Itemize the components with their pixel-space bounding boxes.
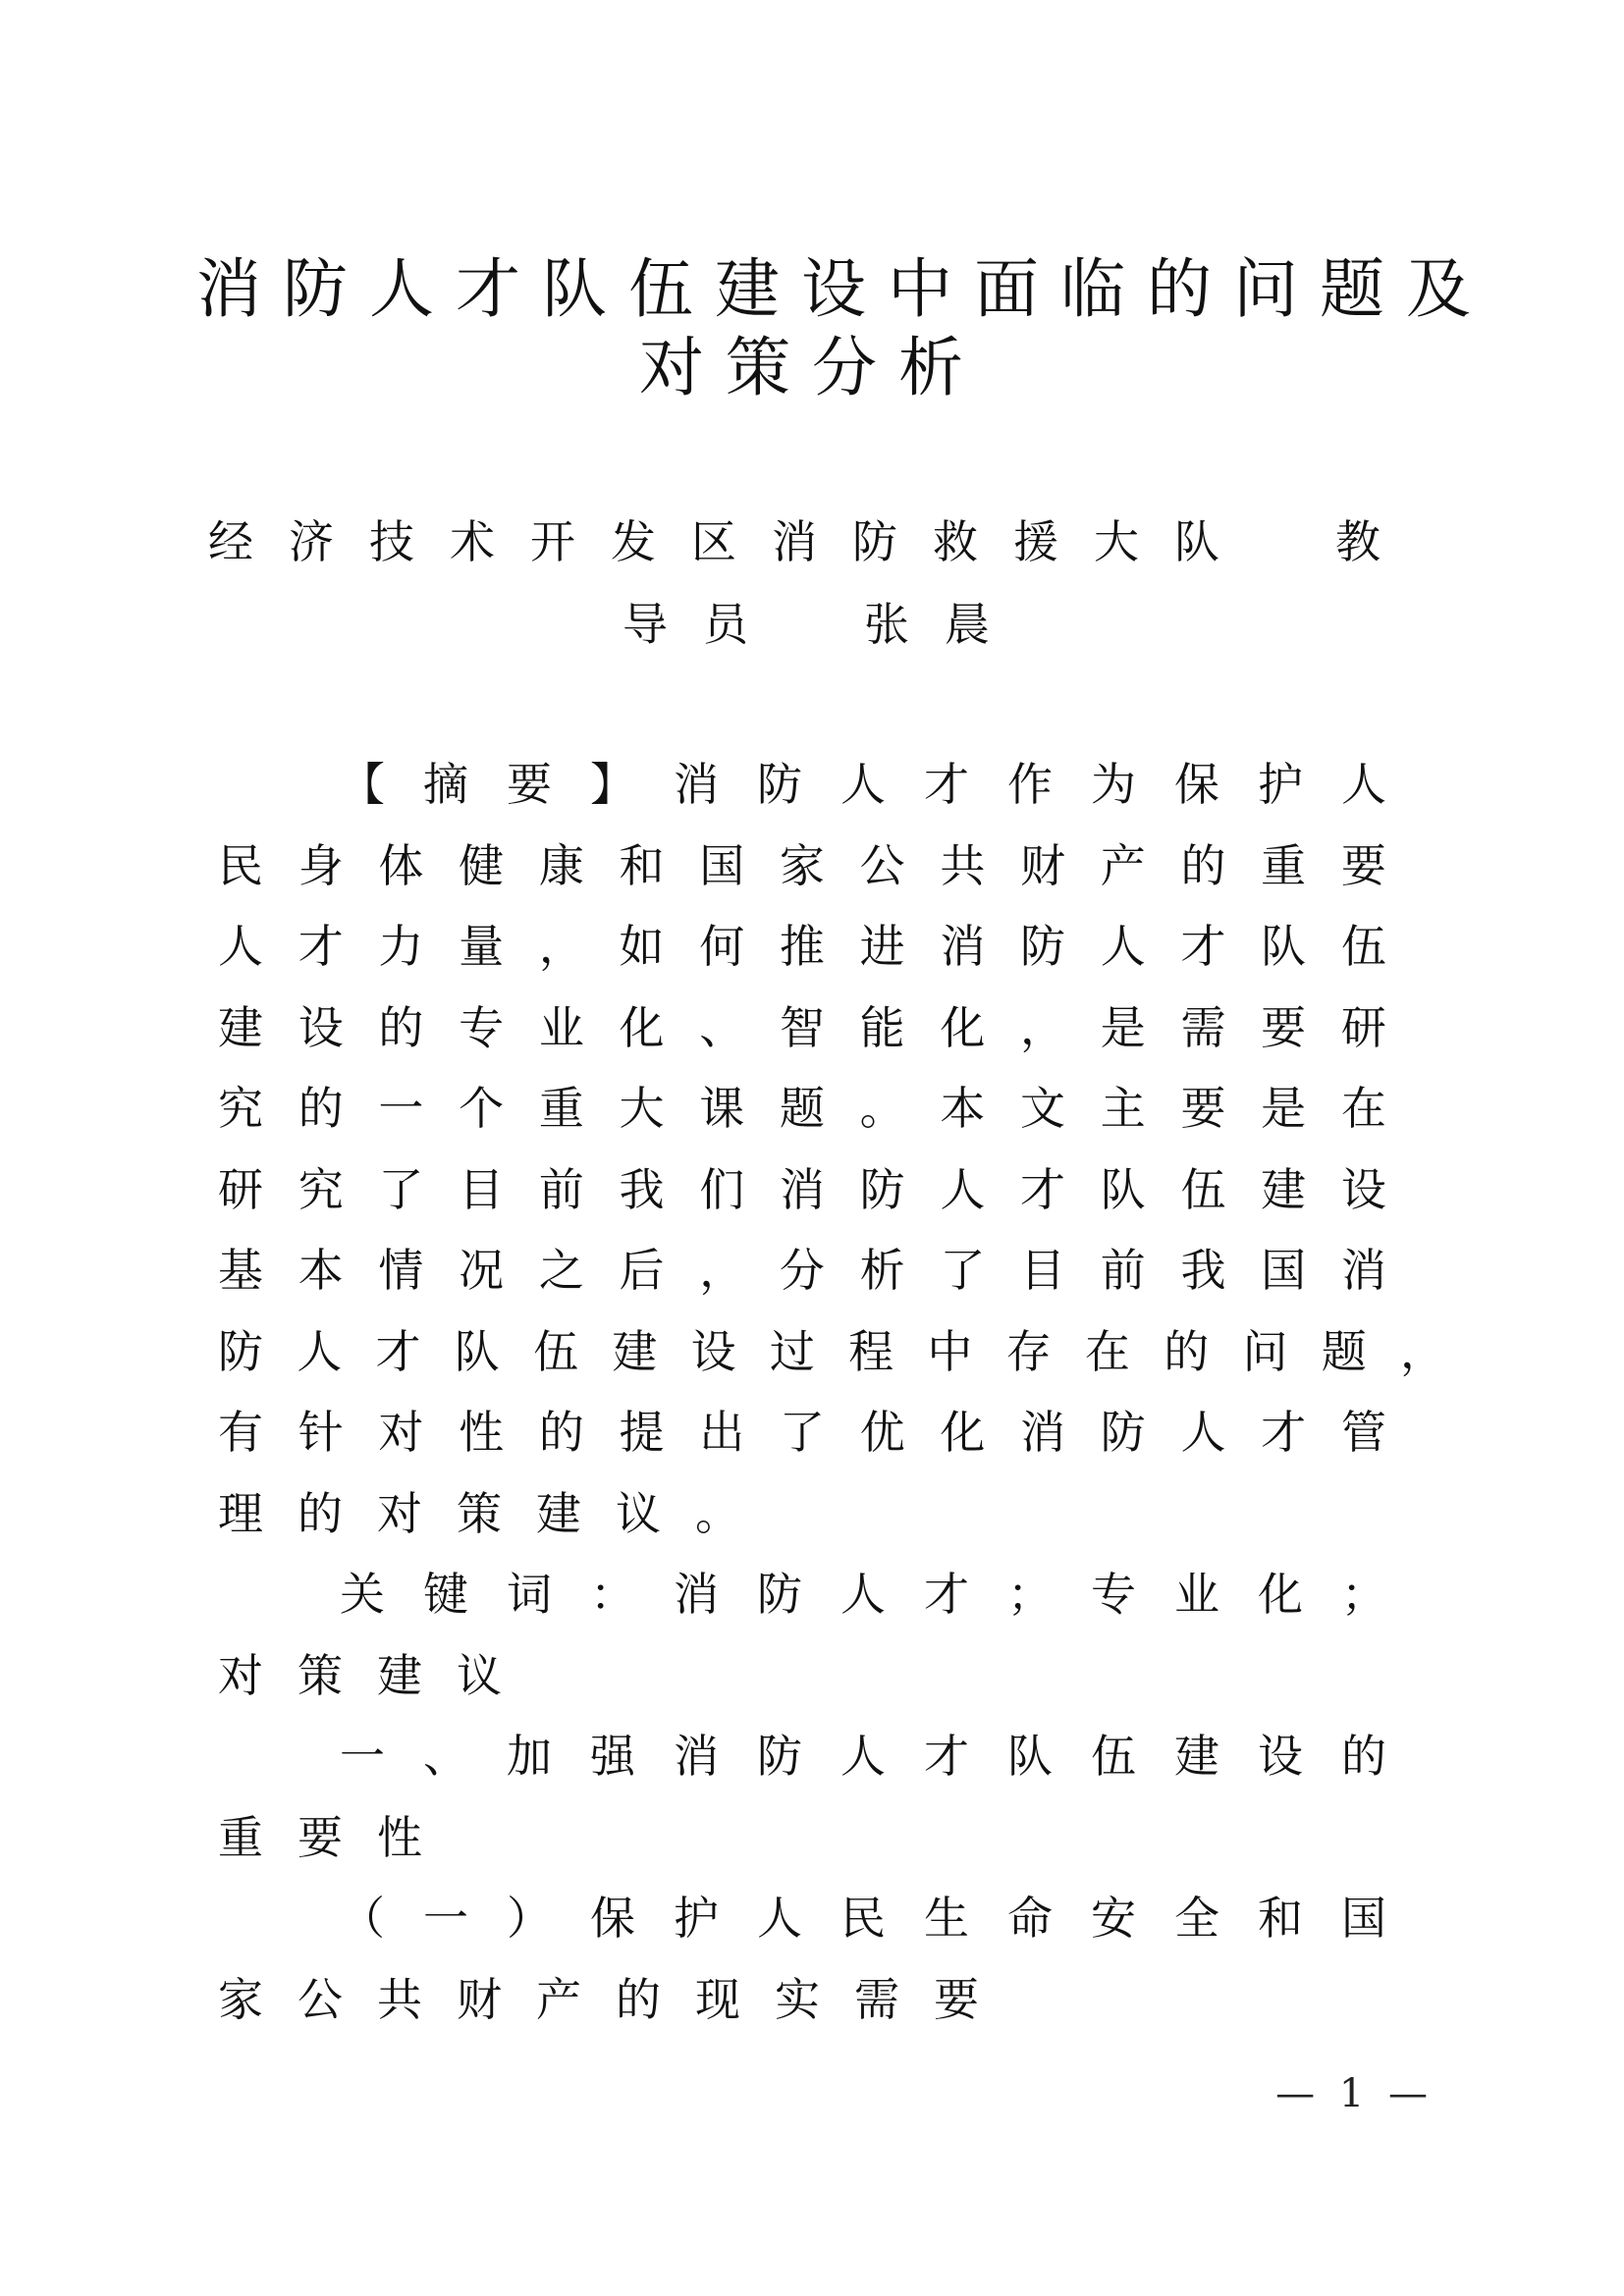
abstract-line: 研 究 了 目 前 我 们 消 防 人 才 队 伍 建 设 (218, 1162, 1386, 1216)
section-heading: 一 、 加 强 消 防 人 才 队 伍 建 设 的 (340, 1730, 1386, 1783)
author-line-1: 经济技术开发区消防救援大队 教 (208, 515, 1416, 568)
abstract-line: 【 摘 要 】 消 防 人 才 作 为 保 护 人 (340, 758, 1386, 811)
document-body (218, 744, 1445, 2040)
author-line-2: 导员 张晨 (623, 598, 1025, 651)
abstract-line: 究 的 一 个 重 大 课 题 。 本 文 主 要 是 在 (218, 1082, 1386, 1135)
abstract-line: 民 身 体 健 康 和 国 家 公 共 财 产 的 重 要 (218, 838, 1386, 892)
title-line-1: 消防人才队伍建设中面临的问题及 (196, 251, 1492, 327)
abstract-line: 有 针 对 性 的 提 出 了 优 化 消 防 人 才 管 (218, 1406, 1386, 1459)
abstract-line: 理的对策建议。 (218, 1486, 775, 1540)
subsection-heading-cont: 家公共财产的现实需要 (218, 1972, 1013, 2026)
subsection-heading: （ 一 ） 保 护 人 民 生 命 安 全 和 国 (340, 1892, 1386, 1945)
section-heading-cont: 重要性 (218, 1810, 457, 1864)
page-number: — 1 — (1275, 2071, 1434, 2116)
title-line-2: 对策分析 (639, 330, 985, 405)
abstract-line: 基 本 情 况 之 后 ， 分 析 了 目 前 我 国 消 (218, 1244, 1386, 1297)
keywords-line: 对策建议 (218, 1648, 536, 1702)
author-byline (196, 501, 1428, 666)
abstract-line: 人 才 力 量 ， 如 何 推 进 消 防 人 才 队 伍 (218, 920, 1386, 973)
abstract-line: 防 人 才 队 伍 建 设 过 程 中 存 在 的 问 题 ， (218, 1324, 1445, 1378)
abstract-line: 建 设 的 专 业 化 、 智 能 化 ， 是 需 要 研 (218, 1000, 1386, 1054)
keywords-line: 关 键 词 ： 消 防 人 才 ； 专 业 化 ； (340, 1568, 1386, 1621)
document-title (196, 250, 1492, 407)
